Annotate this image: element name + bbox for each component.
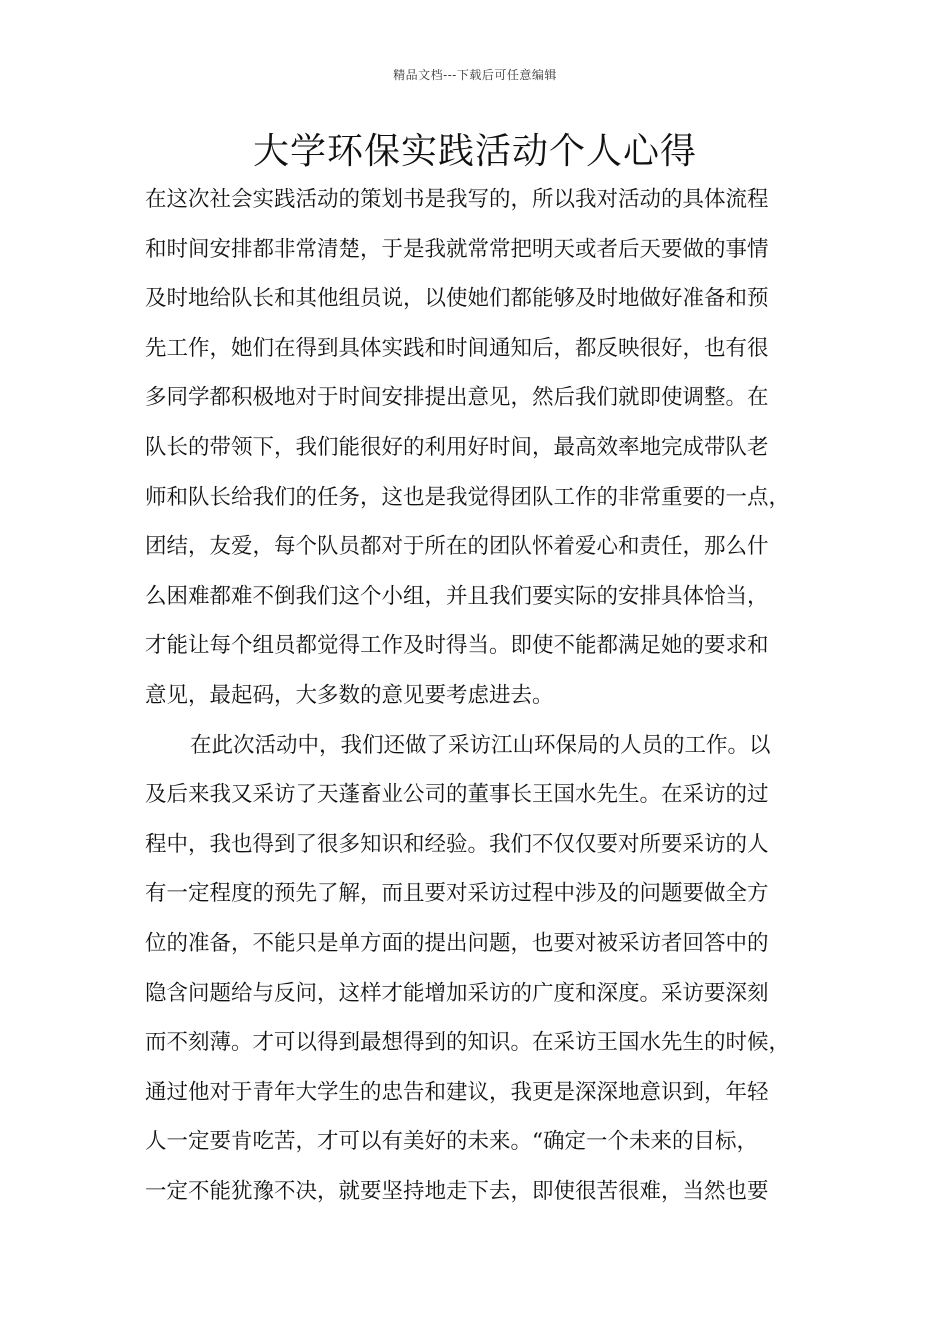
body-line: 么困难都难不倒我们这个小组，并且我们要实际的安排具体恰当， [145, 583, 769, 609]
body-line: 师和队长给我们的任务，这也是我觉得团队工作的非常重要的一点， [145, 484, 791, 510]
body-line: 和时间安排都非常清楚，于是我就常常把明天或者后天要做的事情 [145, 236, 769, 262]
body-line: 而不刻薄。才可以得到最想得到的知识。在采访王国水先生的时候， [145, 1030, 791, 1056]
body-line-indented: 在此次活动中，我们还做了采访江山环保局的人员的工作。以 [190, 732, 771, 758]
body-line: 及后来我又采访了天蓬畜业公司的董事长王国水先生。在采访的过 [145, 782, 769, 808]
body-line: 才能让每个组员都觉得工作及时得当。即使不能都满足她的要求和 [145, 633, 769, 659]
body-line: 位的准备，不能只是单方面的提出问题，也要对被采访者回答中的 [145, 930, 769, 956]
body-line: 人一定要肯吃苦，才可以有美好的未来。“确定一个未来的目标， [145, 1129, 758, 1155]
document-body [145, 180, 835, 1221]
body-line: 程中，我也得到了很多知识和经验。我们不仅仅要对所要采访的人 [145, 831, 769, 857]
document-title: 大学环保实践活动个人心得 [252, 131, 697, 172]
body-line: 多同学都积极地对于时间安排提出意见，然后我们就即使调整。在 [145, 385, 769, 411]
body-line: 隐含问题给与反问，这样才能增加采访的广度和深度。采访要深刻 [145, 980, 769, 1006]
body-line: 一定不能犹豫不决，就要坚持地走下去，即使很苦很难，当然也要 [145, 1178, 769, 1204]
body-line: 通过他对于青年大学生的忠告和建议，我更是深深地意识到，年轻 [145, 1079, 769, 1105]
body-line: 有一定程度的预先了解，而且要对采访过程中涉及的问题要做全方 [145, 881, 769, 907]
body-line: 团结，友爱，每个队员都对于所在的团队怀着爱心和责任，那么什 [145, 534, 769, 560]
body-line: 意见，最起码，大多数的意见要考虑进去。 [145, 682, 554, 708]
body-line: 在这次社会实践活动的策划书是我写的，所以我对活动的具体流程 [145, 187, 769, 212]
body-line: 先工作，她们在得到具体实践和时间通知后，都反映很好，也有很 [145, 335, 769, 361]
body-line: 及时地给队长和其他组员说，以使她们都能够及时地做好准备和预 [145, 286, 769, 312]
body-line: 队长的带领下，我们能很好的利用好时间，最高效率地完成带队老 [145, 434, 769, 460]
header-note: 精品文档---下载后可任意编辑 [393, 68, 557, 82]
